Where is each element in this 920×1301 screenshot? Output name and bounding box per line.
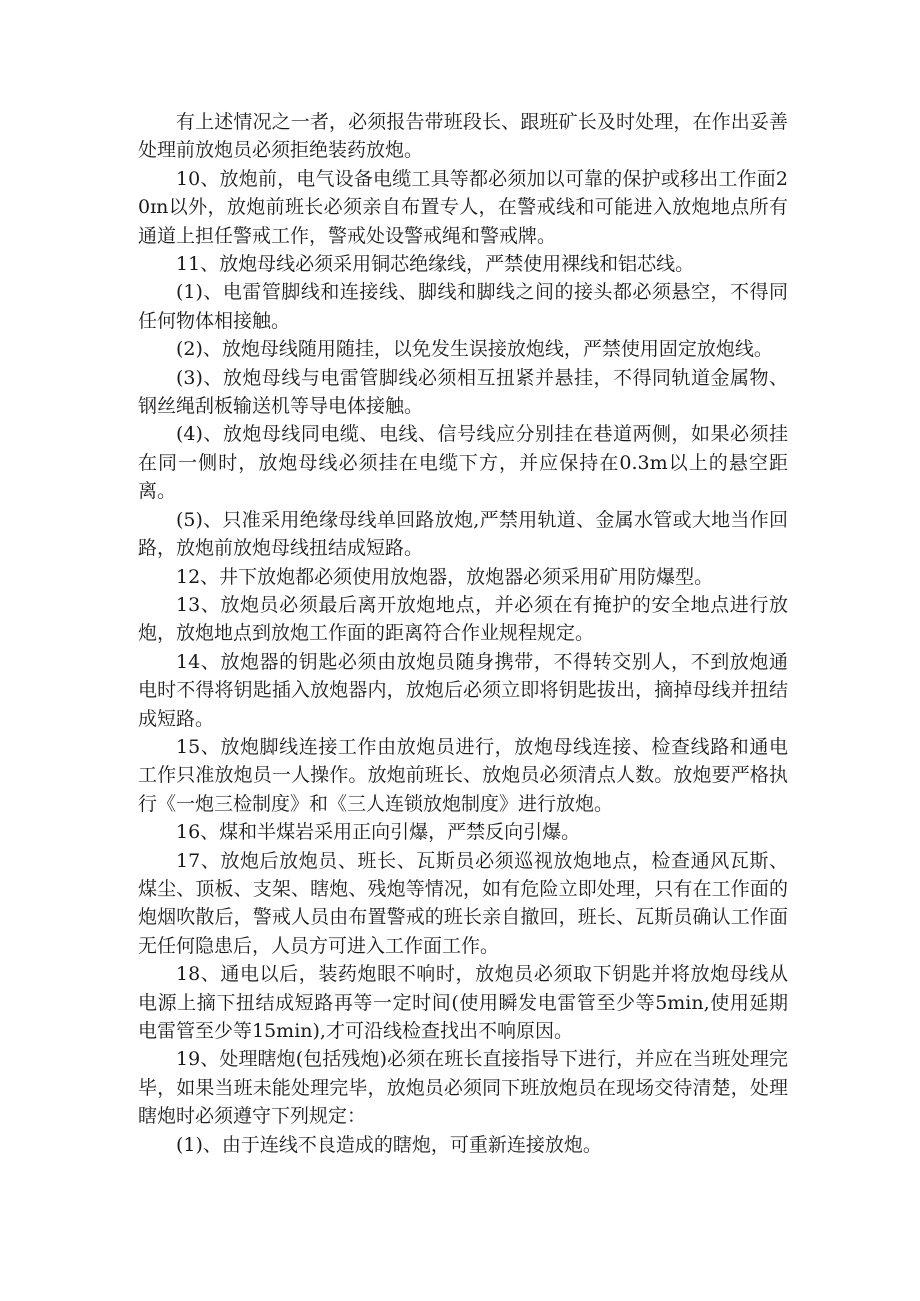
paragraph-rule-11-3: (3)、放炮母线与电雷管脚线必须相互扭紧并悬挂，不得同轨道金属物、钢丝绳刮板输送机等导电体接触。 (138, 366, 788, 418)
paragraph-rule-12: 12、井下放炮都必须使用放炮器，放炮器必须采用矿用防爆型。 (176, 565, 714, 588)
document-body (138, 108, 788, 1159)
paragraph-rule-19: 19、处理瞎炮(包括残炮)必须在班长直接指导下进行，并应在当班处理完毕，如果当班未能处理完毕，放炮员必须同下班放炮员在现场交待清楚，处理瞎炮时必须遵守下列规定： (138, 1048, 788, 1128)
paragraph-rule-11-5: (5)、只准采用绝缘母线单回路放炮,严禁用轨道、金属水管或大地当作回路，放炮前放炮母线扭结成短路。 (138, 508, 788, 560)
paragraph-rule-19-1: (1)、由于连线不良造成的瞎炮，可重新连接放炮。 (176, 1133, 602, 1156)
paragraph-rule-11-1: (1)、电雷管脚线和连接线、脚线和脚线之间的接头都必须悬空，不得同任何物体相接触。 (138, 281, 788, 332)
paragraph-rule-11: 11、放炮母线必须采用铜芯绝缘线，严禁使用裸线和铝芯线。 (176, 253, 695, 276)
paragraph-rule-17: 17、放炮后放炮员、班长、瓦斯员必须巡视放炮地点，检查通风瓦斯、煤尘、顶板、支架、瞎炮、残炮等情况，如有危险立即处理，只有在工作面的炮烟吹散后，警戒人员由布置警戒的班长亲自撤回，班长、瓦斯员确认工作面无任何隐患后，人员方可进入工作面工作。 (138, 849, 788, 957)
paragraph-rule-11-2: (2)、放炮母线随用随挂，以免发生误接放炮线，严禁使用固定放炮线。 (176, 338, 773, 361)
paragraph-intro: 有上述情况之一者，必须报告带班段长、跟班矿长及时处理，在作出妥善处理前放炮员必须拒绝装药放炮。 (138, 111, 788, 162)
paragraph-rule-14: 14、放炮器的钥匙必须由放炮员随身携带，不得转交别人，不到放炮通电时不得将钥匙插入放炮器内，放炮后必须立即将钥匙拔出，摘掉母线并扭结成短路。 (138, 650, 788, 730)
paragraph-rule-10: 10、放炮前，电气设备电缆工具等都必须加以可靠的保护或移出工作面20ɪn以外，放炮前班长必须亲自布置专人，在警戒线和可能进入放炮地点所有通道上担任警戒工作，警戒处设警戒绳和警戒牌。 (138, 167, 788, 247)
paragraph-rule-18: 18、通电以后，装药炮眼不响时，放炮员必须取下钥匙并将放炮母线从电源上摘下扭结成短路再等一定时间(使用瞬发电雷管至少等5min,使用延期电雷管至少等15min),才可沿线检查找出不响原因。 (138, 963, 788, 1042)
paragraph-rule-16: 16、煤和半煤岩采用正向引爆，严禁反向引爆。 (176, 821, 581, 844)
paragraph-rule-13: 13、放炮员必须最后离开放炮地点，并必须在有掩护的安全地点进行放炮，放炮地点到放炮工作面的距离符合作业规程规定。 (138, 593, 788, 645)
paragraph-rule-15: 15、放炮脚线连接工作由放炮员进行，放炮母线连接、检查线路和通电工作只准放炮员一人操作。放炮前班长、放炮员必须清点人数。放炮要严格执行《一炮三检制度》和《三人连锁放炮制度》进行放炮。 (138, 735, 788, 815)
paragraph-rule-11-4: (4)、放炮母线同电缆、电线、信号线应分别挂在巷道两侧，如果必须挂在同一侧时，放炮母线必须挂在电缆下方，并应保持在0.3m以上的悬空距离。 (138, 423, 788, 503)
